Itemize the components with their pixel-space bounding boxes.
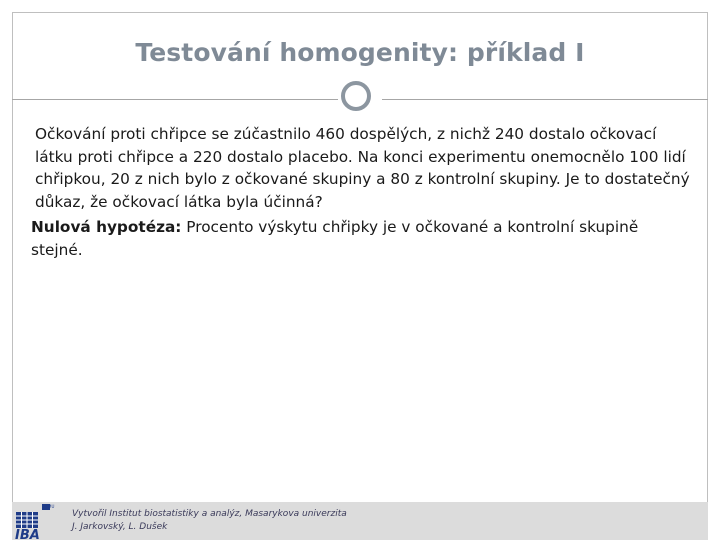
footer-line-2: J. Jarkovský, L. Dušek [72,522,168,532]
hypothesis-paragraph [31,216,691,261]
divider-ring-icon [341,81,371,111]
slide-body [31,123,691,264]
hypothesis-label: Nulová hypotéza: [31,218,182,236]
title-divider-left [12,99,338,100]
footer-credits [72,508,347,534]
logo-text: IBA [15,528,40,540]
iba-logo-icon [14,500,56,540]
title-divider-right [382,99,708,100]
logo-small-text: MU [48,504,55,509]
problem-paragraph: Očkování proti chřipce se zúčastnilo 460 dospělých, z nichž 240 dostalo očkovací látku proti chřipce a 220 dostalo placebo. Na konci experimentu onemocnělo 100 lidí chřipkou, 20 z nich bylo z očkované skupiny a 80 z kontrolní skupiny. Je to dostatečný důkaz, že očkovací látka byla účinná? [35,125,690,211]
slide-title: Testování homogenity: příklad I [135,38,585,67]
footer-line-1: Vytvořil Institut biostatistiky a analýz, Masarykova univerzita [72,509,347,519]
hypothesis-text: Procento výskytu chřipky je v očkované a kontrolní skupině stejné. [31,218,639,259]
